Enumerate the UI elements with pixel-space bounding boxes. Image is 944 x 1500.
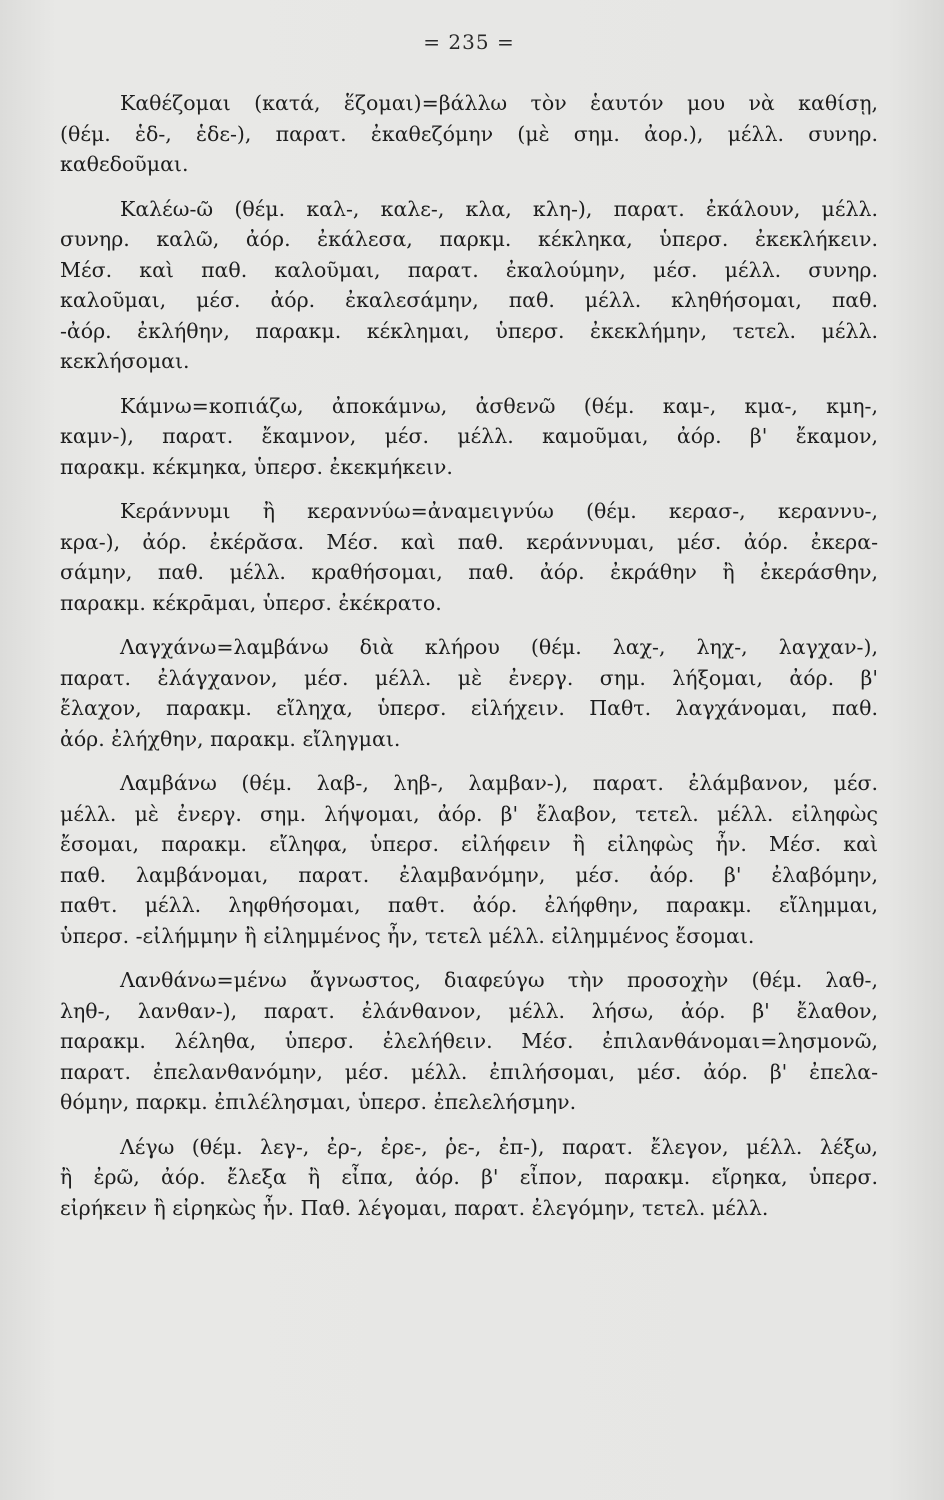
entry-text-line: καλοῦμαι, μέσ. ἀόρ. ἐκαλεσάμην, παθ. μέλλ. κληθήσομαι, παθ. — [60, 288, 878, 312]
entry-headword-line: Λαγχάνω=λαμβάνω διὰ κλήρου (θέμ. λαχ-, ληχ-, λαγχαν-), — [120, 635, 878, 659]
entry-text-line: ἢ ἐρῶ, ἀόρ. ἔλεξα ἢ εἶπα, ἀόρ. β' εἶπον, παρακμ. εἴρηκα, ὑπερσ. — [60, 1165, 878, 1189]
entry-text-line: Μέσ. καὶ παθ. καλοῦμαι, παρατ. ἐκαλούμην, μέσ. μέλλ. συνηρ. — [60, 257, 878, 282]
entry-text-line: θόμην, παρκμ. ἐπιλέλησμαι, ὑπερσ. ἐπελελήσμην. — [60, 1090, 577, 1114]
entry-text-line: ληθ-, λανθαν-), παρατ. ἐλάνθανον, μέλλ. λήσω, ἀόρ. β' ἔλαθον, — [60, 998, 878, 1023]
dictionary-entry — [60, 496, 878, 618]
entry-text-line: μέλλ. μὲ ἐνεργ. σημ. λήψομαι, ἀόρ. β' ἔλαβον, τετελ. μέλλ. εἰληφὼς — [60, 801, 878, 826]
entry-text-line: ὑπερσ. -εἰλήμμην ἢ εἰλημμένος ἦν, τετελ μέλλ. εἰλημμένος ἔσομαι. — [60, 923, 755, 948]
entry-text-line: καμν-), παρατ. ἔκαμνον, μέσ. μέλλ. καμοῦμαι, ἀόρ. β' ἔκαμον, — [60, 424, 878, 448]
page-number: = 235 = — [423, 30, 515, 54]
entry-headword-line: Καθέζομαι (κατά, ἕζομαι)=βάλλω τὸν ἑαυτόν μου νὰ καθίσῃ, — [120, 91, 878, 115]
entry-headword-line: Λέγω (θέμ. λεγ-, ἐρ-, ἐρε-, ῥε-, ἐπ-), παρατ. ἔλεγον, μέλλ. λέξω, — [120, 1134, 878, 1159]
entry-headword-line: Καλέω-ῶ (θέμ. καλ-, καλε-, κλα, κλη-), παρατ. ἐκάλουν, μέλλ. — [120, 196, 878, 221]
dictionary-entry — [60, 194, 878, 377]
entry-headword-line: Λανθάνω=μένω ἄγνωστος, διαφεύγω τὴν προσοχὴν (θέμ. λαθ-, — [120, 968, 878, 992]
entry-text-line: παρακμ. κέκμηκα, ὑπερσ. ἐκεκμήκειν. — [60, 454, 453, 479]
entry-text-line: παρατ. ἐλάγχανον, μέσ. μέλλ. μὲ ἐνεργ. σημ. λήξομαι, ἀόρ. β' — [60, 665, 878, 690]
entry-text-line: παρατ. ἐπελανθανόμην, μέσ. μέλλ. ἐπιλήσομαι, μέσ. ἀόρ. β' ἐπελα- — [60, 1059, 878, 1084]
dictionary-entry — [60, 632, 878, 754]
entry-text-line: εἰρήκειν ἢ εἰρηκὼς ἦν. Παθ. λέγομαι, παρατ. ἐλεγόμην, τετελ. μέλλ. — [60, 1195, 769, 1220]
entry-text-line: παθ. λαμβάνομαι, παρατ. ἐλαμβανόμην, μέσ. ἀόρ. β' ἐλαβόμην, — [60, 862, 878, 887]
entry-text-line: ἔσομαι, παρακμ. εἴληφα, ὑπερσ. εἰλήφειν ἢ εἰληφὼς ἦν. Μέσ. καὶ — [60, 832, 878, 856]
entry-headword-line: Λαμβάνω (θέμ. λαβ-, ληβ-, λαμβαν-), παρατ. ἐλάμβανον, μέσ. — [120, 771, 878, 795]
entry-headword-line: Κάμνω=κοπιάζω, ἀποκάμνω, ἀσθενῶ (θέμ. καμ-, κμα-, κμη-, — [120, 393, 878, 418]
entry-text-line: συνηρ. καλῶ, ἀόρ. ἐκάλεσα, παρκμ. κέκληκα, ὑπερσ. ἐκεκλήκειν. — [60, 227, 878, 251]
entry-text-line: παθτ. μέλλ. ληφθήσομαι, παθτ. ἀόρ. ἐλήφθην, παρακμ. εἴλημμαι, — [60, 893, 878, 917]
dictionary-entry — [60, 391, 878, 483]
dictionary-entry — [60, 88, 878, 180]
dictionary-entries — [60, 88, 878, 1223]
entry-text-line: ἔλαχον, παρακμ. εἴληχα, ὑπερσ. εἰλήχειν. Παθτ. λαγχάνομαι, παθ. — [60, 696, 878, 720]
entry-text-line: (θέμ. ἑδ-, ἑδε-), παρατ. ἐκαθεζόμην (μὲ σημ. ἀορ.), μέλλ. συνηρ. — [60, 121, 878, 146]
entry-text-line: κεκλήσομαι. — [60, 349, 190, 373]
dictionary-entry — [60, 1132, 878, 1224]
entry-headword-line: Κεράννυμι ἢ κεραννύω=ἀναμειγνύω (θέμ. κερασ-, κεραννυ-, — [120, 499, 878, 523]
dictionary-entry — [60, 965, 878, 1118]
entry-text-line: παρακμ. κέκρᾱμαι, ὑπερσ. ἐκέκρατο. — [60, 590, 442, 615]
entry-text-line: σάμην, παθ. μέλλ. κραθήσομαι, παθ. ἀόρ. ἐκράθην ἢ ἐκεράσθην, — [60, 560, 878, 584]
dictionary-entry — [60, 768, 878, 951]
entry-text-line: καθεδοῦμαι. — [60, 152, 189, 176]
entry-text-line: -ἀόρ. ἐκλήθην, παρακμ. κέκλημαι, ὑπερσ. ἐκεκλήμην, τετελ. μέλλ. — [60, 318, 878, 343]
entry-text-line: κρα-), ἀόρ. ἐκέρᾰσα. Μέσ. καὶ παθ. κεράννυμαι, μέσ. ἀόρ. ἐκερα- — [60, 529, 878, 554]
entry-text-line: ἀόρ. ἐλήχθην, παρακμ. εἴληγμαι. — [60, 726, 401, 751]
entry-text-line: παρακμ. λέληθα, ὑπερσ. ἐλελήθειν. Μέσ. ἐπιλανθάνομαι=λησμονῶ, — [60, 1029, 878, 1053]
